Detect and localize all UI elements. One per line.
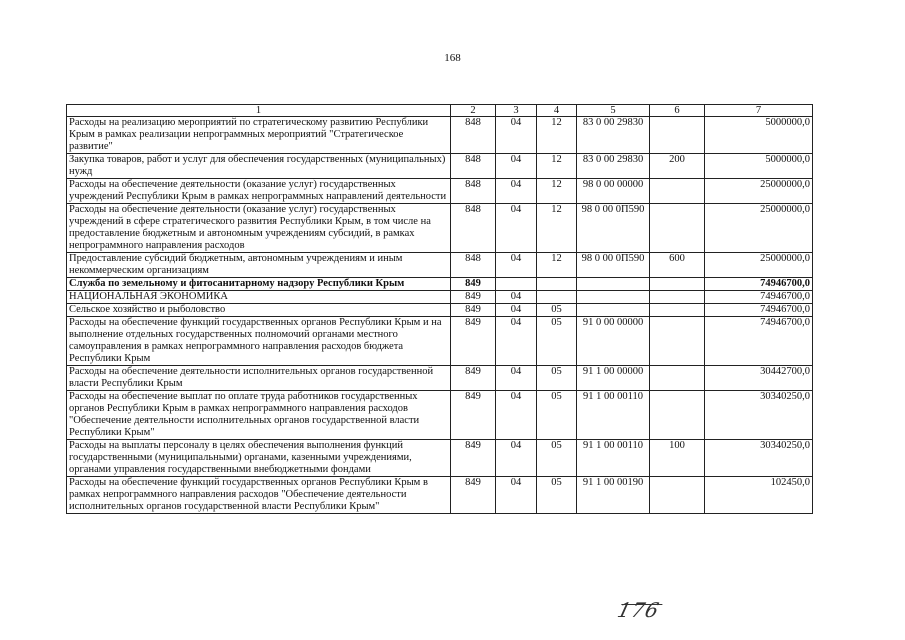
description-cell: НАЦИОНАЛЬНАЯ ЭКОНОМИКА xyxy=(67,291,451,304)
ministry-code-cell: 849 xyxy=(451,278,496,291)
description-cell: Расходы на реализацию мероприятий по стратегическому развитию Республики Крым в рамках реализации непрограммных мероприятий "Стратегическое развитие" xyxy=(67,117,451,154)
description-cell: Служба по земельному и фитосанитарному надзору Республики Крым xyxy=(67,278,451,291)
subsection-code-cell xyxy=(537,291,577,304)
expense-type-cell xyxy=(650,477,705,514)
budget-table xyxy=(66,104,813,514)
target-article-cell: 83 0 00 29830 xyxy=(577,154,650,179)
section-code-cell: 04 xyxy=(496,440,537,477)
table-row xyxy=(67,317,813,366)
description-cell: Расходы на обеспечение функций государственных органов Республики Крым и на выполнение отдельных государственных полномочий органами местного самоуправления в рамках непрограммного направления расходов бюджета Республики Крым xyxy=(67,317,451,366)
expense-type-cell: 600 xyxy=(650,253,705,278)
ministry-code-cell: 848 xyxy=(451,117,496,154)
page-number: 168 xyxy=(444,52,461,64)
target-article-cell: 91 0 00 00000 xyxy=(577,317,650,366)
description-cell: Расходы на обеспечение деятельности исполнительных органов государственной власти Республики Крым xyxy=(67,366,451,391)
amount-cell: 25000000,0 xyxy=(705,253,813,278)
table-row xyxy=(67,253,813,278)
target-article-cell: 83 0 00 29830 xyxy=(577,117,650,154)
target-article-cell: 91 1 00 00190 xyxy=(577,477,650,514)
description-cell: Расходы на обеспечение выплат по оплате труда работников государственных органов Республики Крым в рамках непрограммного направления расходов "Обеспечение деятельности исполнительных органов государственной власти Республики Крым" xyxy=(67,391,451,440)
subsection-code-cell: 05 xyxy=(537,440,577,477)
subsection-code-cell: 12 xyxy=(537,154,577,179)
table-row xyxy=(67,204,813,253)
amount-cell: 5000000,0 xyxy=(705,154,813,179)
table-row xyxy=(67,440,813,477)
expense-type-cell xyxy=(650,117,705,154)
table-row xyxy=(67,154,813,179)
table-row xyxy=(67,304,813,317)
amount-cell: 25000000,0 xyxy=(705,204,813,253)
column-header: 2 xyxy=(451,105,496,117)
table-row xyxy=(67,278,813,291)
section-code-cell: 04 xyxy=(496,154,537,179)
description-cell: Расходы на обеспечение деятельности (оказание услуг) государственных учреждений в сфере стратегического развития Республики Крым, в том числе на предоставление бюджетным и автономным учреждениям субсидий, в рамках непрограммного направления расходов xyxy=(67,204,451,253)
ministry-code-cell: 849 xyxy=(451,291,496,304)
expense-type-cell xyxy=(650,391,705,440)
amount-cell: 74946700,0 xyxy=(705,304,813,317)
ministry-code-cell: 849 xyxy=(451,440,496,477)
section-code-cell: 04 xyxy=(496,204,537,253)
section-code-cell: 04 xyxy=(496,477,537,514)
ministry-code-cell: 848 xyxy=(451,179,496,204)
amount-cell: 74946700,0 xyxy=(705,317,813,366)
amount-cell: 30340250,0 xyxy=(705,391,813,440)
target-article-cell: 98 0 00 00000 xyxy=(577,179,650,204)
ministry-code-cell: 848 xyxy=(451,253,496,278)
amount-cell: 102450,0 xyxy=(705,477,813,514)
amount-cell: 74946700,0 xyxy=(705,291,813,304)
section-code-cell xyxy=(496,278,537,291)
ministry-code-cell: 849 xyxy=(451,366,496,391)
ministry-code-cell: 848 xyxy=(451,154,496,179)
ministry-code-cell: 848 xyxy=(451,204,496,253)
table-row xyxy=(67,366,813,391)
section-code-cell: 04 xyxy=(496,117,537,154)
ministry-code-cell: 849 xyxy=(451,391,496,440)
section-code-cell: 04 xyxy=(496,304,537,317)
subsection-code-cell: 05 xyxy=(537,391,577,440)
target-article-cell: 91 1 00 00000 xyxy=(577,366,650,391)
description-cell: Сельское хозяйство и рыболовство xyxy=(67,304,451,317)
expense-type-cell xyxy=(650,304,705,317)
column-header: 5 xyxy=(577,105,650,117)
section-code-cell: 04 xyxy=(496,391,537,440)
expense-type-cell xyxy=(650,278,705,291)
column-header: 3 xyxy=(496,105,537,117)
expense-type-cell: 100 xyxy=(650,440,705,477)
subsection-code-cell: 12 xyxy=(537,179,577,204)
ministry-code-cell: 849 xyxy=(451,317,496,366)
target-article-cell: 91 1 00 00110 xyxy=(577,391,650,440)
section-code-cell: 04 xyxy=(496,291,537,304)
description-cell: Расходы на выплаты персоналу в целях обеспечения выполнения функций государственными (муниципальными) органами, казенными учреждениями, органами управления государственными внебюджетными фондами xyxy=(67,440,451,477)
target-article-cell: 98 0 00 0П590 xyxy=(577,204,650,253)
description-cell: Расходы на обеспечение деятельности (оказание услуг) государственных учреждений Республики Крым в рамках непрограммных направлений деятельности xyxy=(67,179,451,204)
amount-cell: 5000000,0 xyxy=(705,117,813,154)
handwritten-number: 176 xyxy=(615,598,663,622)
target-article-cell: 91 1 00 00110 xyxy=(577,440,650,477)
column-header: 1 xyxy=(67,105,451,117)
expense-type-cell xyxy=(650,317,705,366)
amount-cell: 30340250,0 xyxy=(705,440,813,477)
description-cell: Закупка товаров, работ и услуг для обеспечения государственных (муниципальных) нужд xyxy=(67,154,451,179)
description-cell: Предоставление субсидий бюджетным, автономным учреждениям и иным некоммерческим организациям xyxy=(67,253,451,278)
target-article-cell xyxy=(577,304,650,317)
subsection-code-cell: 05 xyxy=(537,317,577,366)
subsection-code-cell: 12 xyxy=(537,204,577,253)
subsection-code-cell xyxy=(537,278,577,291)
column-header: 4 xyxy=(537,105,577,117)
subsection-code-cell: 05 xyxy=(537,366,577,391)
amount-cell: 74946700,0 xyxy=(705,278,813,291)
table-header-row xyxy=(67,105,813,117)
table-row xyxy=(67,179,813,204)
amount-cell: 30442700,0 xyxy=(705,366,813,391)
target-article-cell xyxy=(577,291,650,304)
subsection-code-cell: 12 xyxy=(537,117,577,154)
expense-type-cell xyxy=(650,204,705,253)
column-header: 6 xyxy=(650,105,705,117)
description-cell: Расходы на обеспечение функций государственных органов Республики Крым в рамках непрограммного направления расходов "Обеспечение деятельности исполнительных органов государственной власти Республики Крым" xyxy=(67,477,451,514)
section-code-cell: 04 xyxy=(496,253,537,278)
table-row xyxy=(67,391,813,440)
column-header: 7 xyxy=(705,105,813,117)
target-article-cell xyxy=(577,278,650,291)
ministry-code-cell: 849 xyxy=(451,304,496,317)
table-row xyxy=(67,291,813,304)
expense-type-cell xyxy=(650,291,705,304)
subsection-code-cell: 12 xyxy=(537,253,577,278)
amount-cell: 25000000,0 xyxy=(705,179,813,204)
subsection-code-cell: 05 xyxy=(537,477,577,514)
table-row xyxy=(67,117,813,154)
table-row xyxy=(67,477,813,514)
handwritten-stroke xyxy=(621,604,662,605)
section-code-cell: 04 xyxy=(496,179,537,204)
expense-type-cell xyxy=(650,179,705,204)
section-code-cell: 04 xyxy=(496,366,537,391)
section-code-cell: 04 xyxy=(496,317,537,366)
subsection-code-cell: 05 xyxy=(537,304,577,317)
expense-type-cell xyxy=(650,366,705,391)
target-article-cell: 98 0 00 0П590 xyxy=(577,253,650,278)
handwritten-page-mark xyxy=(615,598,662,622)
ministry-code-cell: 849 xyxy=(451,477,496,514)
expense-type-cell: 200 xyxy=(650,154,705,179)
